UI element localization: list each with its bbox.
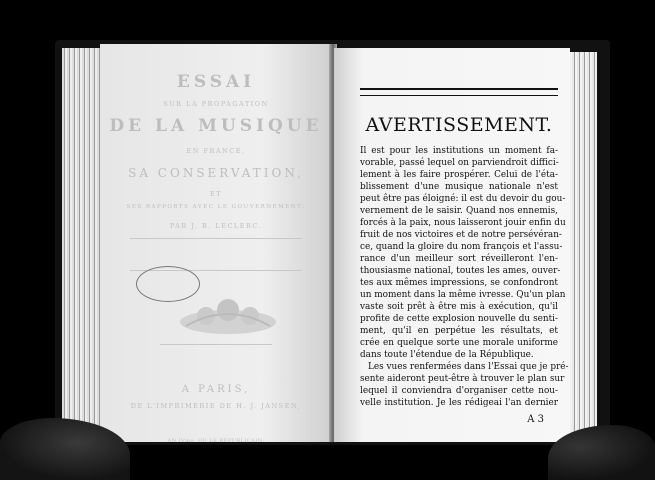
text-line: fruit de nos victoires et de notre persévéran-	[360, 230, 562, 240]
title-line: ESSAI	[176, 72, 256, 92]
right-page-text	[334, 48, 570, 442]
text-line: Les vues renfermées dans l'Essai que je pré-	[368, 362, 569, 372]
text-line: tes aux mêmes impressions, se confondront	[360, 278, 558, 288]
body-text	[360, 145, 569, 409]
text-line: blissement d'une musique nationale n'est	[360, 182, 558, 192]
imprint-line: DE L'IMPRIMERIE DE H. J. JANSEN,	[130, 402, 302, 410]
page-signature: A 3	[527, 414, 544, 425]
ornament-vignette	[176, 296, 280, 338]
text-line: lequel il conviendra d'organiser cette nou-	[360, 386, 558, 396]
imprint-line: A PARIS,	[181, 384, 251, 395]
text-line: ment, qu'il en perpétue les résultats, et	[360, 326, 558, 336]
text-line: velle institution. Je les rédigeai l'an dernier	[360, 398, 558, 408]
divider	[130, 238, 302, 239]
text-line: vernement de le saisir. Quand nos ennemis,	[360, 206, 558, 216]
text-line: un moment dans la même ivresse. Qu'un plan	[360, 290, 566, 300]
title-line: SES RAPPORTS AVEC LE GOUVERNEMENT;	[126, 204, 306, 210]
text-line: vorable, passé lequel on parviendroit diffici-	[360, 158, 559, 168]
title-line: EN FRANCE,	[186, 147, 246, 155]
title-line: SUR LA PROPAGATION	[163, 100, 269, 108]
left-page-edges	[62, 48, 102, 438]
text-line: thousiasme national, toutes les ames, ouver-	[360, 266, 561, 276]
text-line: Il est pour les institutions un moment fa-	[360, 146, 558, 156]
text-line: crée en quelque sorte une morale uniforme	[360, 338, 558, 348]
title-line: PAR J. B. LECLERC.	[169, 222, 263, 230]
divider	[160, 344, 272, 345]
text-line: rance d'un meilleur sort réveilleront l'en-	[360, 254, 558, 264]
section-heading: AVERTISSEMENT.	[365, 114, 553, 136]
title-line: ET	[209, 190, 223, 198]
title-line: DE LA MUSIQUE	[109, 116, 323, 136]
text-line: sente aideront peut-être à trouver le plan sur	[360, 374, 565, 384]
text-line: dans toute l'étendue de la République.	[360, 350, 534, 360]
text-line: profite de cette explosion nouvelle du senti-	[360, 314, 558, 324]
text-line: peut être pas éloigné: il est du devoir du gou-	[360, 194, 566, 204]
text-line: vaste soit prêt à être mis à exécution, qu'il	[360, 302, 558, 312]
text-line: forcés à la paix, nous laisseront jouir enfin du	[360, 218, 566, 228]
text-line: ce, quand la gloire du nom françois et l'assu-	[360, 242, 563, 252]
title-line: SA CONSERVATION,	[128, 166, 304, 180]
header-double-rule	[360, 88, 558, 96]
left-page-title-page	[100, 44, 332, 442]
text-line: lement à les faire prospérer. Celui de l'éta-	[360, 170, 558, 180]
right-page-edges	[567, 52, 597, 437]
imprint-line: AN IVme, OU LE RÉPUBLICAIN.	[167, 438, 265, 442]
